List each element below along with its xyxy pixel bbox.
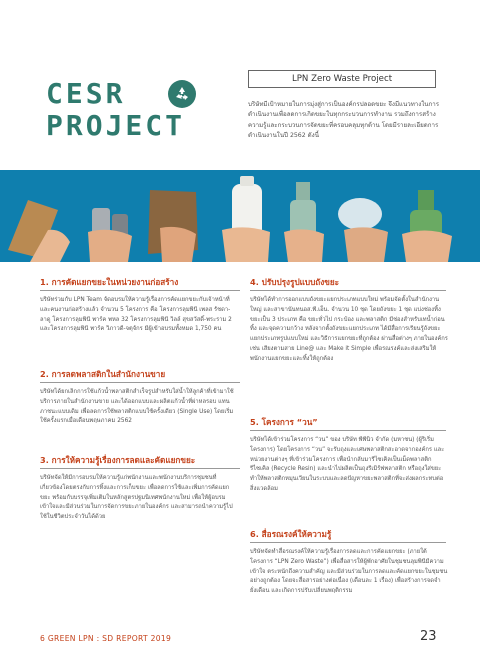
section-3-heading: 3. การให้ความรู้เรื่องการลดและคัดแยกขยะ <box>40 455 196 465</box>
section-2-heading: 2. การลดพลาสติกในสำนักงานขาย <box>40 369 166 379</box>
page-number: 23 <box>420 629 437 644</box>
section-3-body: บริษัทจัดให้มีการอบรมให้ความรู้แก่พนักงานและพนักงานบริการชุมชนที่เกี่ยวข้องโดยตรงกับการทิ้งและการเก็บขยะ เพื่อลดการใช้และเพิ่มการคัดแยกขยะ พร้อมกับบรรจุเพิ่มเติมในหลักสูตรปฐมนิเทศพนักงานใหม่ เพื่อให้ผู้อบรมเข้าใจและมีส่วนร่วมในการจัดการขยะภายในองค์กร และสามารถนำความรู้ไปใช้ในชีวิตประจำวันได้ด้วย <box>40 475 233 521</box>
section-3-divider <box>40 468 240 469</box>
project-heading: LPN Zero Waste Project <box>248 70 436 88</box>
intro-paragraph: บริษัทมีเป้าหมายในการมุ่งสู่การเป็นองค์กรปลอดขยะ จึงมีแนวทางในการดำเนินงานเพื่อลดการเกิดขยะในทุกกระบวนการทำงาน รวมถึงการสร้างความรู้และกระบวนการจัดขยะที่ครอบคลุมทุกด้าน โดยมีรายละเอียดการดำเนินงานในปี 2562 ดังนี้ <box>248 101 440 139</box>
section-6-divider <box>250 542 446 543</box>
section-1-body: บริษัทร่วมกับ LPN Team จัดอบรมให้ความรู้เรื่องการคัดแยกขยะกับเจ้าหน้าที่และคนงานก่อสร้างแล้ว จำนวน 5 โครงการ คือ โครงการลุมพินี เพลส รัชดา-ลาดู โครงการลุมพินี พาร์ค พหล 32 โครงการลุมพินี วิลล์ สุขสวัสดิ์-พระราม 2 และโครงการลุมพินี พาร์ค วิภาวดี-จตุจักร มีผู้เข้าอบรมทั้งหมด 1,750 คน <box>40 297 232 333</box>
section-5-heading: 5. โครงการ “วน” <box>250 417 318 427</box>
section-1-divider <box>40 290 240 291</box>
project-title <box>46 78 185 142</box>
section-4-body: บริษัทได้ทำการออกแบบถังขยะแยกประเภทแบบใหม่ พร้อมจัดตั้งในสำนักงานใหญ่ และสาขานันทนอส.พี.เอ็น. จำนวน 10 ชุด โดยถังขยะ 1 ชุด แบ่งช่องทิ้งขยะเป็น 3 ประเภท คือ ขยะทั่วไป กระป๋อง และพลาสติก มีช่องสำหรับเทน้ำก่อนทิ้ง และจุดความกว้าง หลังจากตั้งถังขยะแยกประเภท ได้มีสื่อการเรียนรู้ถังขยะแยกประเภทรูปแบบใหม่ และวิธีการแยกขยะที่ถูกต้อง ผ่านสื่อต่างๆ ภายในองค์กร เช่น เสียงตามสาย Line@ และ Make it Simple เพื่อรณรงค์และส่งเสริมให้พนักงานแยกขยะและทิ้งให้ถูกต้อง <box>250 297 448 362</box>
footer-report-title: 6 GREEN LPN : SD REPORT 2019 <box>40 634 172 643</box>
title-line-2: PROJECT <box>46 109 186 142</box>
section-2-body: บริษัทได้ยกเลิกการใช้แก้วน้ำพลาสติกสำเร็จรูปสำหรับใส่น้ำให้ลูกค้าที่เข้ามาใช้บริการภายในสำนักงานขาย และได้ออกแบบและผลิตแก้วน้ำที่ผ่าหลรอบ แทนภาชนะแบบเดิม เพื่อลดการใช้พลาสติกแบบใช้ครั้งเดียว (Single Use) โดยเริ่มใช้ครั้งแรกเมื่อเดือนพฤษภาคม 2562 <box>40 389 234 425</box>
section-1-heading: 1. การคัดแยกขยะในหน่วยงานก่อสร้าง <box>40 277 179 287</box>
recycle-icon <box>168 80 196 108</box>
title-line-1: CESR <box>46 77 126 110</box>
section-4-heading: 4. ปรับปรุงรูปแบบถังขยะ <box>250 277 340 287</box>
section-6-heading: 6. สื่อรณรงค์ให้ความรู้ <box>250 529 332 539</box>
waste-items-banner <box>0 170 480 262</box>
section-6-body: บริษัทจัดทำสื่อรณรงค์ให้ความรู้เรื่องการลดและการคัดแยกขยะ (ภายใต้โครงการ “LPN Zero Waste”) เพื่อสื่อสารให้ผู้พักอาศัยในชุมชนลุมพินีมีความเข้าใจ ตระหนักถึงความสำคัญ และมีส่วนร่วมในการลดและคัดแยกขยะในชุมชนอย่างถูกต้อง โดยจะสื่อสารอย่างต่อเนื่อง (เดือนละ 1 เรื่อง) เพื่อสร้างการจดจำ ยั่งเดือน และเกิดการปรับเปลี่ยนพฤติกรรม <box>250 549 448 595</box>
section-4-divider <box>250 290 446 291</box>
section-2-divider <box>40 382 240 383</box>
section-5-body: บริษัทได้เข้าร่วมโครงการ “วน” ของ บริษัท พีพีนิว จำกัด (มหาชน) (ผู้ริเริ่มโครงการ) โดยโครงการ “วน” จะรับถุงและเศษพลาสติกสะอาดจากองค์กร และหน่วยงานต่างๆ ที่เข้าร่วมโครงการ เพื่อนำกลับมารีไซเคิลเป็นเม็ดพลาสติกรีไซเคิล (Recycle Resin) และนำไปผลิตเป็นถุงรีเมิร์ฟพลาสติก หรือถุงใส่ขยะ ทำให้พลาสติกหมุนเวียนในระบบและลดปัญหาขยะพลาสติกที่จะส่งผลกระทบต่อสิ่งแวดล้อม <box>250 437 445 492</box>
section-5-divider <box>250 430 446 431</box>
